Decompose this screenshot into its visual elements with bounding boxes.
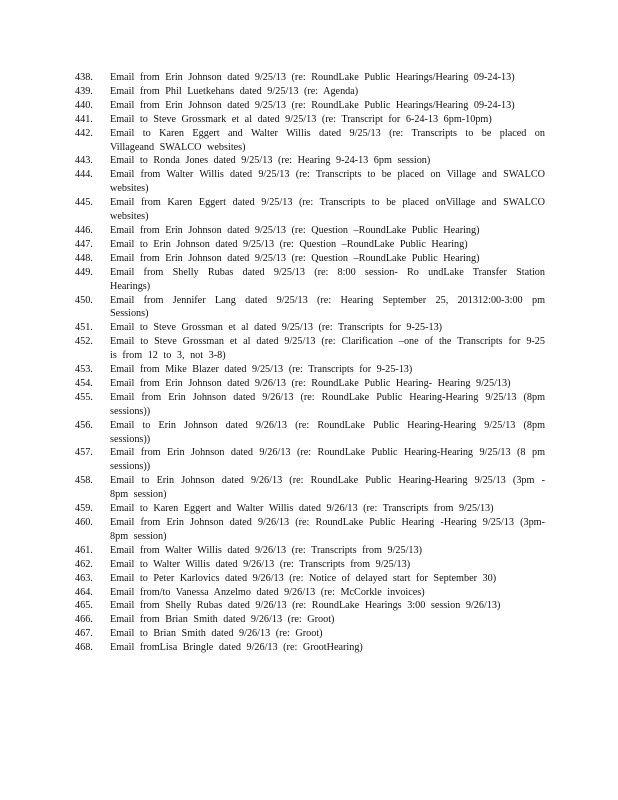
entry-number: 448. [75, 252, 93, 264]
entry-number: 438. [75, 72, 93, 83]
entry-text: Email from Shelly Rubas dated 9/25/13 (re: 8:00 session- Ro undLake Transfer Station Hearings) [110, 266, 545, 292]
entry-text: Email from Brian Smith dated 9/26/13 (re: Groot) [110, 614, 335, 626]
list-item [75, 641, 545, 655]
list-item [75, 599, 545, 613]
list-item [75, 168, 545, 196]
list-item [75, 502, 545, 516]
list-item [75, 627, 545, 641]
entry-number: 439. [75, 85, 93, 97]
entry-text: Email to Karen Eggert and Walter Willis dated 9/26/13 (re: Transcripts from 9/25/13) [110, 503, 494, 515]
entry-number: 451. [75, 322, 93, 334]
list-item [75, 224, 545, 238]
entry-text: Email to Erin Johnson dated 9/26/13 (re: RoundLake Public Hearing-Hearing 9/25/13 (8pm sessions)) [110, 419, 545, 445]
list-item [75, 377, 545, 391]
entry-text: Email from Erin Johnson dated 9/26/13 (re: RoundLake Public Hearing -Hearing 9/25/13 (3pm-8pm session) [110, 517, 545, 542]
entry-number: 458. [75, 475, 93, 487]
entry-number: 440. [75, 99, 93, 111]
entry-text: Email from Jennifer Lang dated 9/25/13 (re: Hearing September 25, 201312:00-3:00 pm Sessions) [110, 294, 545, 320]
entry-text: Email from Walter Willis dated 9/25/13 (re: Transcripts to be placed on Village and SWALCO websites) [110, 169, 545, 195]
entry-number: 446. [75, 224, 93, 236]
entry-number: 449. [75, 266, 93, 278]
list-item [75, 474, 545, 502]
document-entry-list [75, 71, 545, 655]
entry-number: 468. [75, 642, 93, 654]
entry-number: 455. [75, 391, 93, 403]
list-item [75, 71, 545, 85]
entry-text: Email to Steve Grossman et al dated 9/25/13 (re: Transcripts for 9-25-13) [110, 322, 443, 334]
list-item [75, 127, 545, 155]
entry-number: 456. [75, 419, 93, 431]
list-item [75, 294, 545, 322]
entry-number: 442. [75, 127, 93, 139]
entry-text: Email from Walter Willis dated 9/26/13 (re: Transcripts from 9/25/13) [110, 544, 423, 556]
list-item [75, 363, 545, 377]
list-item [75, 558, 545, 572]
list-item [75, 321, 545, 335]
entry-text: Email to Ronda Jones dated 9/25/13 (re: Hearing 9-24-13 6pm session) [110, 155, 431, 167]
entry-text: Email to Brian Smith dated 9/26/13 (re: Groot) [110, 628, 323, 640]
entry-number: 452. [75, 336, 93, 348]
list-item [75, 99, 545, 113]
list-item [75, 238, 545, 252]
entry-number: 444. [75, 169, 93, 181]
entry-number: 457. [75, 447, 93, 459]
entry-text: Email to Walter Willis dated 9/26/13 (re: Transcripts from 9/25/13) [110, 558, 411, 570]
list-item [75, 586, 545, 600]
entry-text: Email to Peter Karlovics dated 9/26/13 (re: Notice of delayed start for September 30) [110, 572, 497, 584]
list-item [75, 85, 545, 99]
entry-text: Email from/to Vanessa Anzelmo dated 9/26/13 (re: McCorkle invoices) [110, 586, 425, 598]
entry-number: 450. [75, 294, 93, 306]
list-item [75, 252, 545, 266]
entry-text: Email from Erin Johnson dated 9/26/13 (re: RoundLake Public Hearing- Hearing 9/25/13) [110, 377, 511, 389]
entry-number: 454. [75, 377, 93, 389]
list-item [75, 516, 545, 544]
entry-text: Email from Phil Luetkehans dated 9/25/13 (re: Agenda) [110, 85, 359, 97]
list-item [75, 446, 545, 474]
list-item [75, 544, 545, 558]
entry-number: 441. [75, 113, 93, 125]
entry-number: 445. [75, 197, 93, 209]
entry-text: Email from Erin Johnson dated 9/25/13 (re: RoundLake Public Hearings/Hearing 09-24-13) [110, 99, 515, 111]
entry-text: Email from Karen Eggert dated 9/25/13 (re: Transcripts to be placed onVillage and SWALCO websites) [110, 197, 545, 223]
list-item [75, 391, 545, 419]
list-item [75, 154, 545, 168]
entry-text: Email from Shelly Rubas dated 9/26/13 (re: RoundLake Hearings 3:00 session 9/26/13) [110, 600, 501, 612]
entry-text: Email to Erin Johnson dated 9/25/13 (re: Question –RoundLake Public Hearing) [110, 238, 468, 250]
entry-number: 447. [75, 238, 93, 250]
entry-text: Email to Karen Eggert and Walter Willis dated 9/25/13 (re: Transcripts to be placed on Villageand SWALCO websites) [110, 127, 545, 153]
entry-number: 460. [75, 517, 93, 528]
entry-number: 465. [75, 600, 93, 612]
entry-text: Email fromLisa Bringle dated 9/26/13 (re: GrootHearing) [110, 642, 363, 654]
list-item [75, 613, 545, 627]
entry-text: Email to Steve Grossmark et al dated 9/25/13 (re: Transcript for 6-24-13 6pm-10pm) [110, 113, 492, 125]
list-item [75, 113, 545, 127]
entry-number: 463. [75, 572, 93, 584]
list-item [75, 419, 545, 447]
entry-text: Email to Erin Johnson dated 9/26/13 (re: RoundLake Public Hearing-Hearing 9/25/13 (3pm - 8pm session) [110, 475, 545, 501]
list-item [75, 335, 545, 363]
entry-text: Email from Mike Blazer dated 9/25/13 (re: Transcripts for 9-25-13) [110, 364, 413, 376]
entry-text: Email from Erin Johnson dated 9/25/13 (re: Question –RoundLake Public Hearing) [110, 224, 480, 236]
entry-text: Email from Erin Johnson dated 9/26/13 (re: RoundLake Public Hearing-Hearing 9/25/13 (8pm sessions)) [110, 391, 545, 417]
list-item [75, 572, 545, 586]
list-item [75, 266, 545, 294]
entry-number: 461. [75, 544, 93, 556]
entry-number: 466. [75, 614, 93, 626]
entry-number: 462. [75, 558, 93, 570]
entry-number: 453. [75, 364, 93, 376]
entry-number: 459. [75, 503, 93, 515]
list-item [75, 196, 545, 224]
entry-number: 464. [75, 586, 93, 598]
entry-number: 467. [75, 628, 93, 640]
entry-text: Email from Erin Johnson dated 9/25/13 (re: Question –RoundLake Public Hearing) [110, 252, 480, 264]
entry-text: Email from Erin Johnson dated 9/26/13 (re: RoundLake Public Hearing-Hearing 9/25/13 (8 pm sessions)) [110, 447, 545, 473]
entry-number: 443. [75, 155, 93, 167]
entry-text: Email to Steve Grossman et al dated 9/25/13 (re: Clarification –one of the Transcripts for 9-25 is from 12 to 3, not 3-8) [110, 336, 545, 362]
entry-text: Email from Erin Johnson dated 9/25/13 (re: RoundLake Public Hearings/Hearing 09-24-13) [110, 72, 515, 83]
